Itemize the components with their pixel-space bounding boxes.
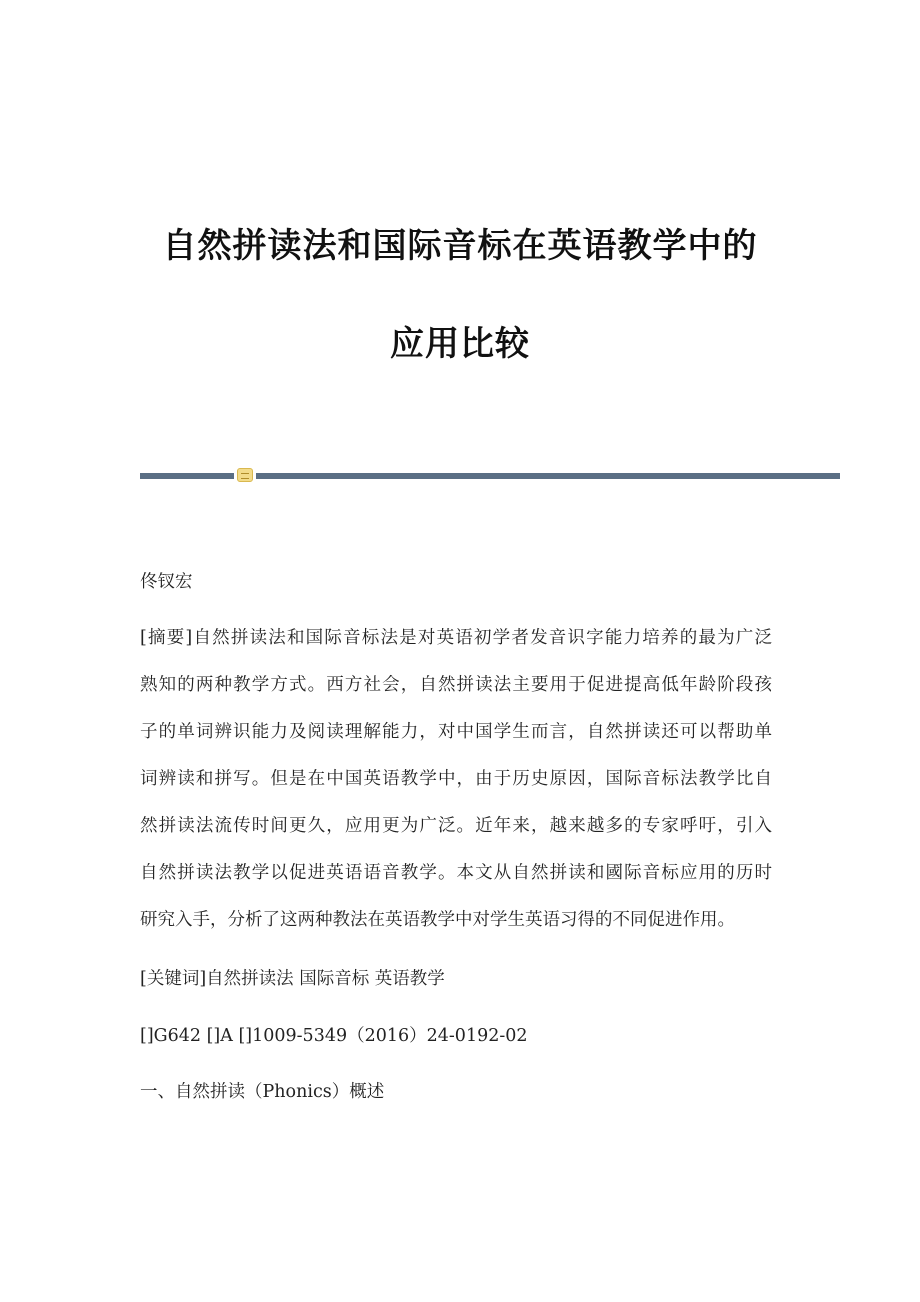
abstract-line: 研究入手，分析了这两种教法在英语教学中对学生英语习得的不同促进作用。 bbox=[140, 910, 735, 930]
section-heading: 一、自然拼读（Phonics）概述 bbox=[140, 1082, 385, 1102]
abstract-line: [摘要]自然拼读法和国际音标法是对英语初学者发音识字能力培养的最为广泛 bbox=[140, 628, 772, 648]
abstract-line: 自然拼读法教学以促进英语语音教学。本文从自然拼读和國际音标应用的历时 bbox=[140, 863, 772, 883]
title-divider-right bbox=[256, 473, 840, 479]
abstract-line: 然拼读法流传时间更久，应用更为广泛。近年来，越来越多的专家呼吁，引入 bbox=[140, 816, 772, 836]
abstract-line: 子的单词辨识能力及阅读理解能力，对中国学生而言，自然拼读还可以帮助单 bbox=[140, 722, 772, 742]
paper-title-line-1: 自然拼读法和国际音标在英语教学中的 bbox=[162, 226, 758, 266]
keywords: [关键词]自然拼读法 国际音标 英语教学 bbox=[140, 969, 445, 989]
divider-ornament-icon bbox=[237, 468, 253, 482]
author-name: 佟钗宏 bbox=[140, 572, 193, 592]
abstract-line: 熟知的两种教学方式。西方社会，自然拼读法主要用于促进提高低年龄阶段孩 bbox=[140, 675, 772, 695]
classification-codes: []G642 []A []1009-5349（2016）24-0192-02 bbox=[140, 1026, 528, 1046]
abstract-line: 词辨读和拼写。但是在中国英语教学中，由于历史原因，国际音标法教学比自 bbox=[140, 769, 772, 789]
paper-title-line-2: 应用比较 bbox=[390, 324, 530, 364]
title-divider-left bbox=[140, 473, 234, 479]
